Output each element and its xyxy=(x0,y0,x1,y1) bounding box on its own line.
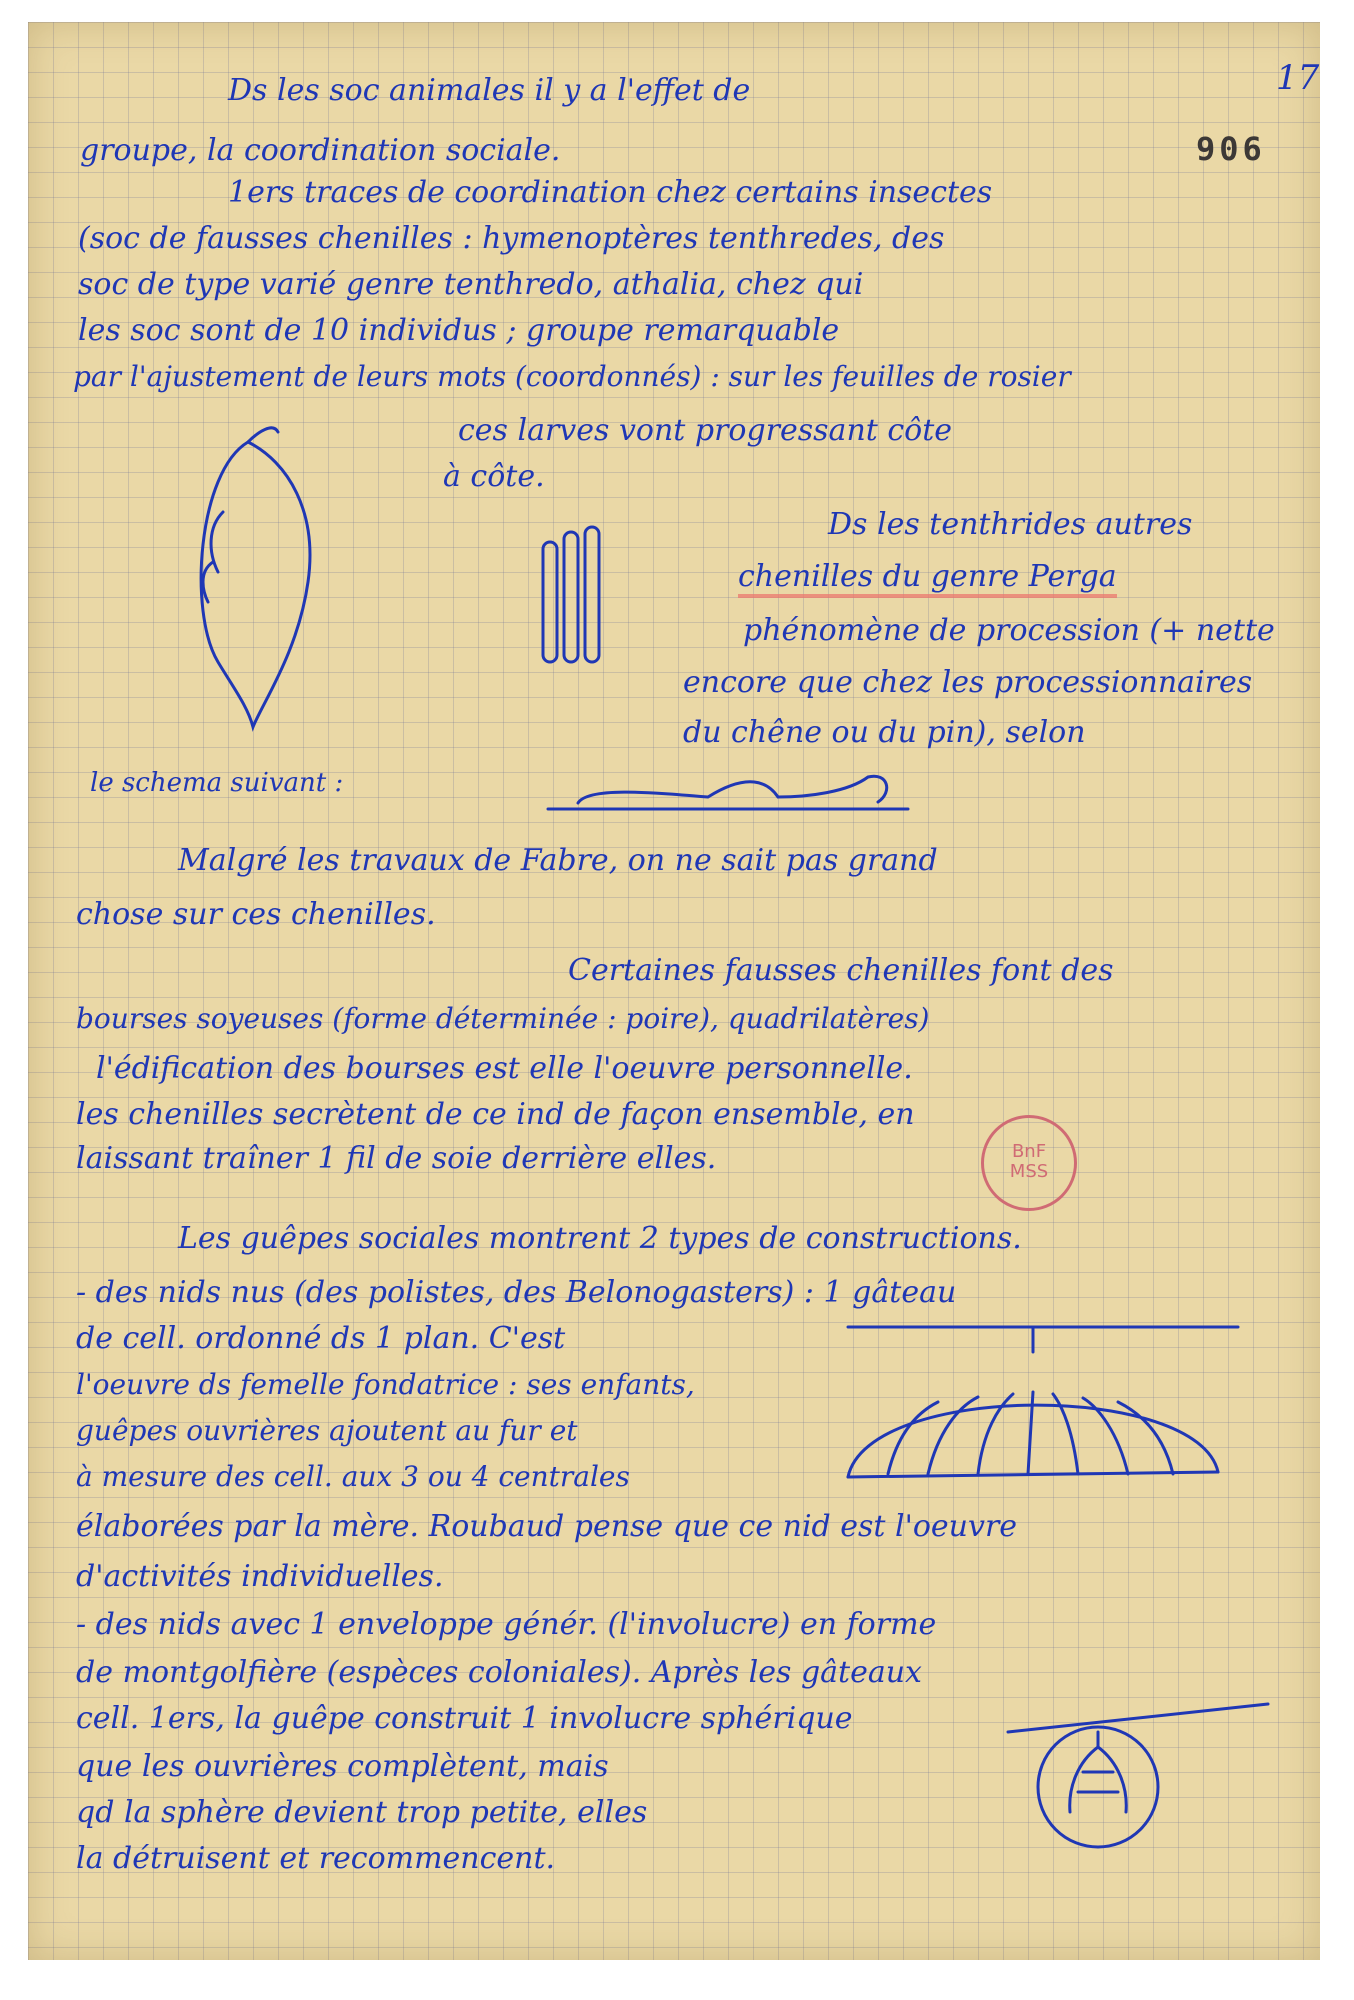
text-line: - des nids avec 1 enveloppe génér. (l'involucre) en forme xyxy=(76,1607,937,1642)
procession-sketch xyxy=(548,767,908,817)
text-line: phénomène de procession (+ nette xyxy=(743,613,1275,648)
text-line: l'édification des bourses est elle l'oeuvre personnelle. xyxy=(96,1051,913,1086)
text-line: du chêne ou du pin), selon xyxy=(683,715,1086,750)
archive-number: 906 xyxy=(1196,130,1266,168)
leaf-larvae-sketch xyxy=(178,432,338,732)
larvae-side-sketch xyxy=(538,522,608,672)
text-line: de montgolfière (espèces coloniales). Après les gâteaux xyxy=(76,1655,922,1690)
stamp-line-1: BnF xyxy=(1011,1141,1047,1162)
library-stamp xyxy=(981,1115,1077,1211)
text-line: qd la sphère devient trop petite, elles xyxy=(76,1795,648,1830)
page-number: 17 xyxy=(1276,58,1320,98)
wasp-nest-sketch xyxy=(828,1322,1248,1512)
text-line: l'oeuvre ds femelle fondatrice : ses enfants, xyxy=(76,1368,695,1401)
text-line: soc de type varié genre tenthredo, athalia, chez qui xyxy=(78,267,864,302)
text-line: groupe, la coordination sociale. xyxy=(80,133,561,168)
text-line: d'activités individuelles. xyxy=(76,1559,444,1594)
text-line: encore que chez les processionnaires xyxy=(683,665,1253,700)
text-line: Ds les soc animales il y a l'effet de xyxy=(228,73,751,108)
text-line: - des nids nus (des polistes, des Belonogasters) : 1 gâteau xyxy=(76,1275,957,1310)
text-line: guêpes ouvrières ajoutent au fur et xyxy=(76,1414,578,1447)
text-line: la détruisent et recommencent. xyxy=(76,1841,556,1876)
stamp-line-2: MSS xyxy=(1009,1161,1049,1182)
involucre-nest-sketch xyxy=(1008,1692,1268,1852)
text-line: par l'ajustement de leurs mots (coordonnés) : sur les feuilles de rosier xyxy=(73,360,1071,393)
text-line: élaborées par la mère. Roubaud pense que ce nid est l'oeuvre xyxy=(76,1509,1018,1544)
text-line: (soc de fausses chenilles : hymenoptères tenthredes, des xyxy=(78,221,945,256)
text-line: Malgré les travaux de Fabre, on ne sait pas grand xyxy=(178,843,938,878)
text-line: chose sur ces chenilles. xyxy=(76,897,436,932)
text-line: bourses soyeuses (forme déterminée : poire), quadrilatères) xyxy=(76,1002,930,1035)
text-line: Les guêpes sociales montrent 2 types de constructions. xyxy=(178,1221,1022,1256)
notebook-page xyxy=(28,22,1320,1960)
text-line: Ds les tenthrides autres xyxy=(828,507,1193,542)
text-line: laissant traîner 1 fil de soie derrière elles. xyxy=(76,1141,717,1176)
text-line: cell. 1ers, la guêpe construit 1 involucre sphérique xyxy=(76,1701,853,1736)
text-line: les soc sont de 10 individus ; groupe remarquable xyxy=(78,313,840,348)
text-line: chenilles du genre Perga xyxy=(738,560,1117,598)
text-line: ces larves vont progressant côte xyxy=(458,413,953,448)
text-line: le schema suivant : xyxy=(90,768,344,798)
text-line: à mesure des cell. aux 3 ou 4 centrales xyxy=(76,1460,630,1493)
text-line: les chenilles secrètent de ce ind de façon ensemble, en xyxy=(76,1097,915,1132)
text-line: Certaines fausses chenilles font des xyxy=(568,953,1114,988)
text-line: 1ers traces de coordination chez certains insectes xyxy=(228,175,993,210)
text-line: de cell. ordonné ds 1 plan. C'est xyxy=(76,1321,566,1356)
text-line: à côte. xyxy=(443,459,545,494)
text-line: que les ouvrières complètent, mais xyxy=(76,1749,609,1784)
